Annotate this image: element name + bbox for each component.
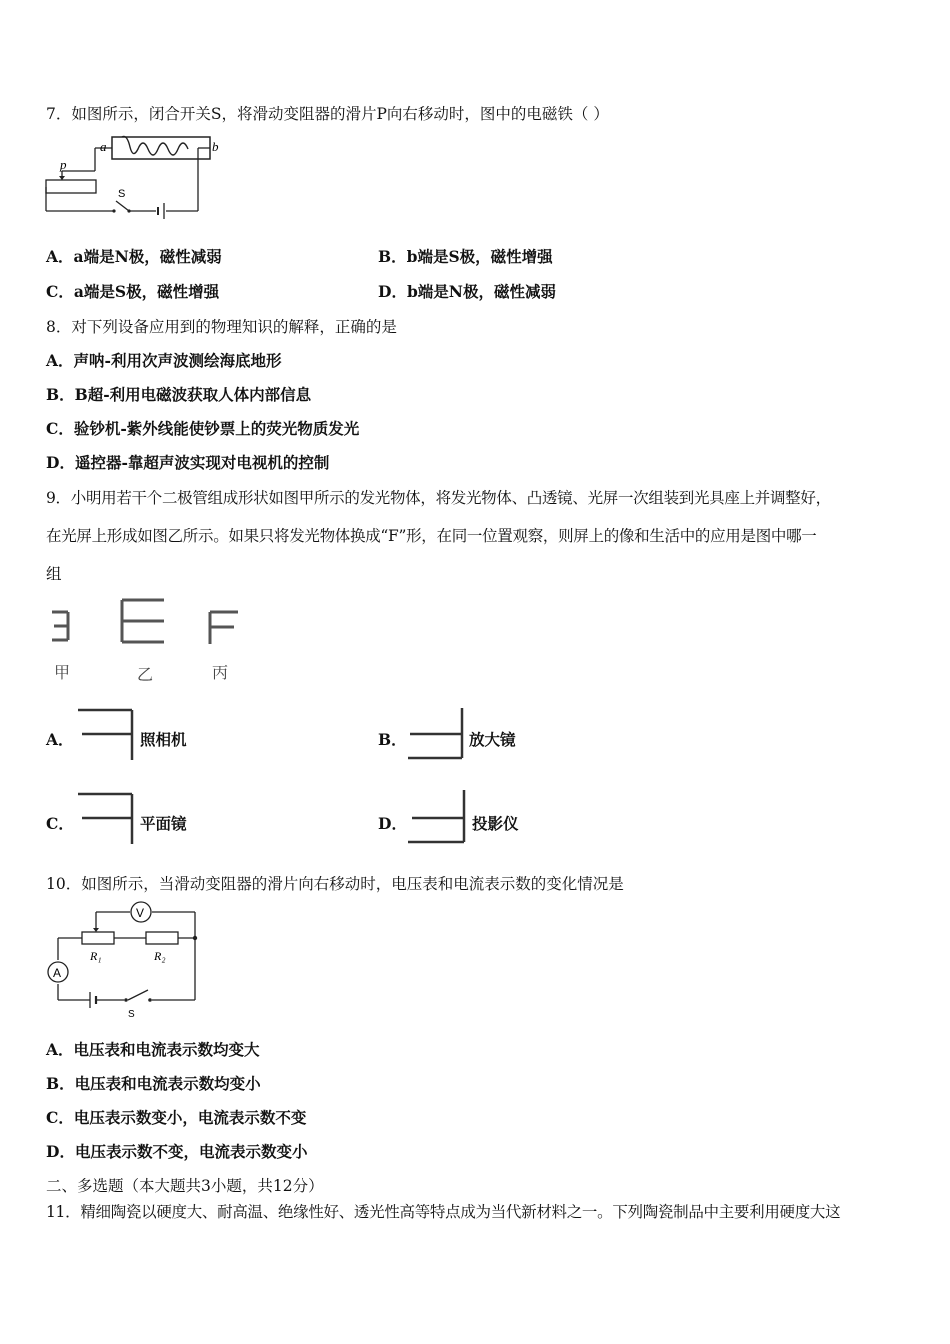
q11-stem: 11．精细陶瓷以硬度大、耐高温、绝缘性好、透光性高等特点成为当代新材料之一。下列陶瓷制品中主要利用硬度大这 [46,1203,841,1221]
q10-option-b[interactable]: B．电压表和电流表示数均变小 [46,1074,261,1093]
q9-option-a-text: 照相机 [140,730,187,749]
q8-stem: 8．对下列设备应用到的物理知识的解释，正确的是 [46,318,397,336]
q9-shape-yi [122,600,164,642]
q10-fig-voltmeter: V [136,906,145,920]
q9-option-c-text: 平面镜 [140,814,187,833]
q10-option-c[interactable]: C．电压表示数变小，电流表示数不变 [46,1108,307,1127]
q9-option-c-letter[interactable]: C． [46,814,74,833]
q7-circuit-figure [40,133,230,223]
q10-fig-switch: S [128,1009,135,1020]
q9-stem-line1: 9．小明用若干个二极管组成形状如图甲所示的发光物体，将发光物体、凸透镜、光屏一次组装到光具座上并调整好， [46,489,831,507]
q8-option-a[interactable]: A．声呐-利用次声波测绘海底地形 [46,351,282,370]
q9-shape-jia [52,612,68,640]
q9-figure-shapes [40,594,260,689]
q7-option-c[interactable]: C．a端是S极，磁性增强 [46,282,220,301]
section-2-title: 二、多选题（本大题共3小题，共12分） [46,1177,324,1195]
q10-circuit-figure [40,898,210,1020]
q9-fig-label-jia: 甲 [54,663,71,682]
q9-stem-line3: 组 [46,565,62,583]
q10-stem: 10．如图所示，当滑动变阻器的滑片向右移动时，电压表和电流表示数的变化情况是 [46,875,624,893]
q9-shape-bing [210,612,238,644]
q9-fig-label-yi: 乙 [137,665,154,684]
q8-option-b[interactable]: B．B超-利用电磁波获取人体内部信息 [46,385,312,404]
q7-fig-label-b: b [212,139,219,154]
q7-option-a[interactable]: A．a端是N极，磁性减弱 [46,247,222,266]
q10-option-a[interactable]: A．电压表和电流表示数均变大 [46,1040,260,1059]
q9-option-d-text: 投影仪 [472,814,519,833]
q10-fig-r1: R₁ [90,949,102,963]
q9-option-b-letter[interactable]: B． [378,730,407,749]
q7-fig-label-a: a [100,139,107,154]
q9-option-b-image[interactable] [404,706,468,762]
q9-stem-line2: 在光屏上形成如图乙所示。如果只将发光物体换成“F”形，在同一位置观察，则屏上的像和生活中的应用是图中哪一 [46,527,817,545]
q8-option-c[interactable]: C．验钞机-紫外线能使钞票上的荧光物质发光 [46,419,360,438]
q9-option-c-image[interactable] [76,788,136,846]
q9-option-b-text: 放大镜 [469,730,516,749]
q7-stem: 7．如图所示，闭合开关S，将滑动变阻器的滑片P向右移动时，图中的电磁铁（ ） [46,105,609,123]
q7-option-b[interactable]: B．b端是S极，磁性增强 [378,247,553,266]
q7-fig-label-p: p [60,157,67,172]
q8-option-d[interactable]: D．遥控器-靠超声波实现对电视机的控制 [46,453,330,472]
q9-fig-label-bing: 丙 [212,663,229,682]
q9-option-d-letter[interactable]: D． [378,814,407,833]
q7-fig-label-s: S [118,188,126,200]
q7-option-d[interactable]: D．b端是N极，磁性减弱 [378,282,556,301]
q10-option-d[interactable]: D．电压表示数不变，电流表示数变小 [46,1142,308,1161]
q9-option-d-image[interactable] [404,788,470,846]
q9-option-a-image[interactable] [76,706,136,762]
q10-fig-r2: R₂ [154,949,166,963]
q10-fig-ammeter: A [53,966,62,980]
q9-option-a-letter[interactable]: A． [46,730,74,749]
